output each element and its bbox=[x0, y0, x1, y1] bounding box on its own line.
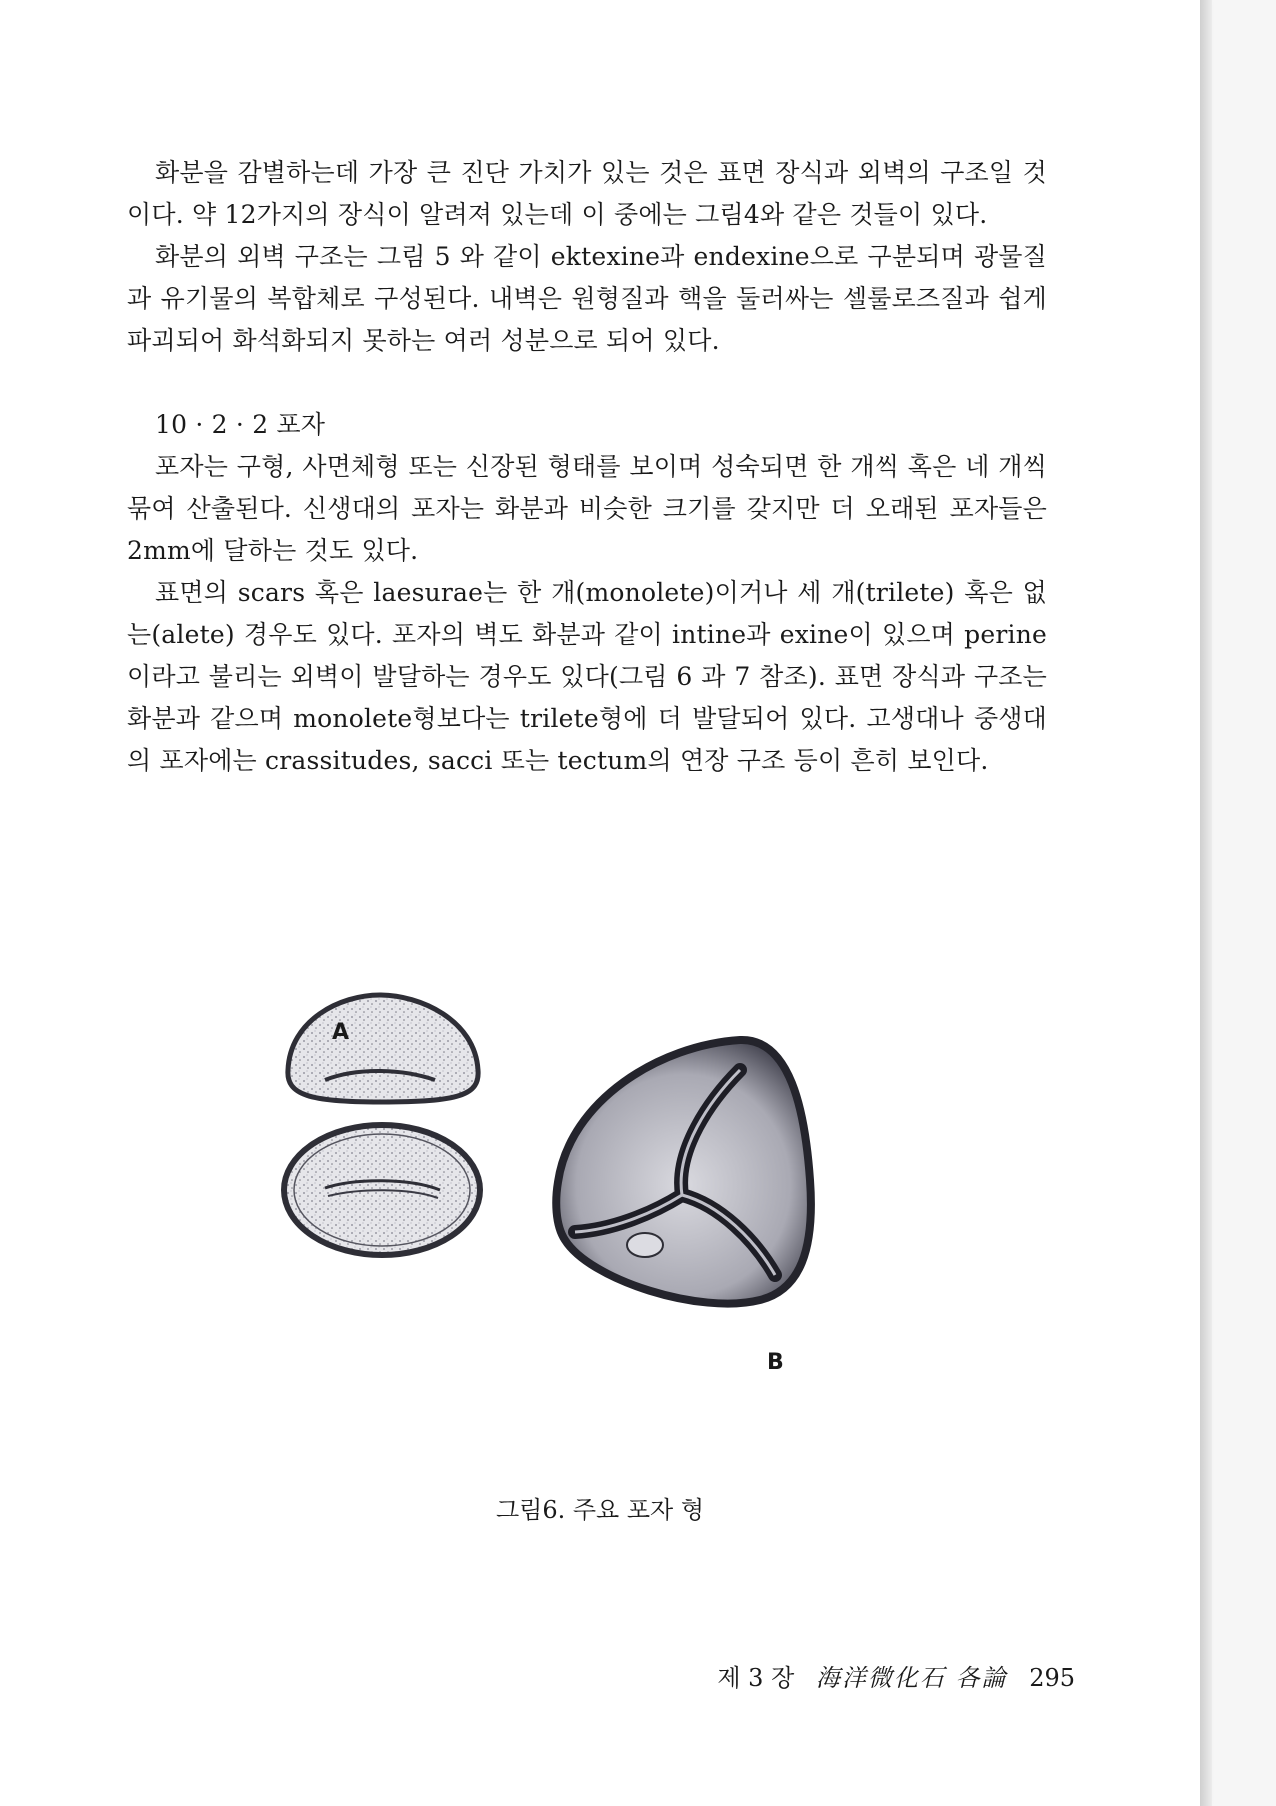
figure-label-a: A bbox=[332, 1020, 350, 1045]
spore-b-trilete bbox=[556, 1040, 811, 1304]
paragraph-1: 화분을 감별하는데 가장 큰 진단 가치가 있는 것은 표면 장식과 외벽의 구조일 것이다. 약 12가지의 장식이 알려져 있는데 이 중에는 그림4와 같은 것들이 있다. bbox=[127, 158, 1047, 229]
spore-illustrations bbox=[270, 990, 950, 1370]
paragraph-2: 화분의 외벽 구조는 그림 5 와 같이 ektexine과 endexine으로 구분되며 광물질과 유기물의 복합체로 구성된다. 내벽은 원형질과 핵을 둘러싸는 셀룰로즈질과 쉽게 파괴되어 화석화되지 못하는 여러 성분으로 되어 있다. bbox=[127, 242, 1047, 355]
footer-chapter: 제 3 장 bbox=[717, 1664, 795, 1692]
spore-a-top-view bbox=[284, 1125, 480, 1255]
figure-spore-types bbox=[270, 990, 950, 1375]
page-edge bbox=[1200, 0, 1212, 1806]
section-heading: 10 · 2 · 2 포자 bbox=[155, 410, 326, 439]
paragraph-3: 포자는 구형, 사면체형 또는 신장된 형태를 보이며 성숙되면 한 개씩 혹은 네 개씩 묶여 산출된다. 신생대의 포자는 화분과 비슷한 크기를 갖지만 더 오래된 포자들은 2mm에 달하는 것도 있다. bbox=[127, 452, 1047, 565]
spore-a-side-view bbox=[288, 995, 478, 1102]
figure-caption: 그림6. 주요 포자 형 bbox=[495, 1496, 705, 1524]
figure-label-b: B bbox=[767, 1350, 784, 1375]
paragraph-4: 표면의 scars 혹은 laesurae는 한 개(monolete)이거나 세 개(trilete) 혹은 없는(alete) 경우도 있다. 포자의 벽도 화분과 같이 intine과 exine이 있으며 perine이라고 불리는 외벽이 발달하는 경우도 있다(그림 6 과 7 참조). 표면 장식과 구조는 화분과 같으며 monolete형보다는 trilete형에 더 발달되어 있다. 고생대나 중생대의 포자에는 crassitudes, sacci 또는 tectum의 연장 구조 등이 흔히 보인다. bbox=[127, 578, 1047, 775]
page-footer bbox=[703, 1658, 1075, 1693]
page-number: 295 bbox=[1029, 1664, 1075, 1692]
body-text bbox=[127, 152, 1047, 782]
footer-title: 海洋微化石 各論 bbox=[815, 1664, 1008, 1692]
